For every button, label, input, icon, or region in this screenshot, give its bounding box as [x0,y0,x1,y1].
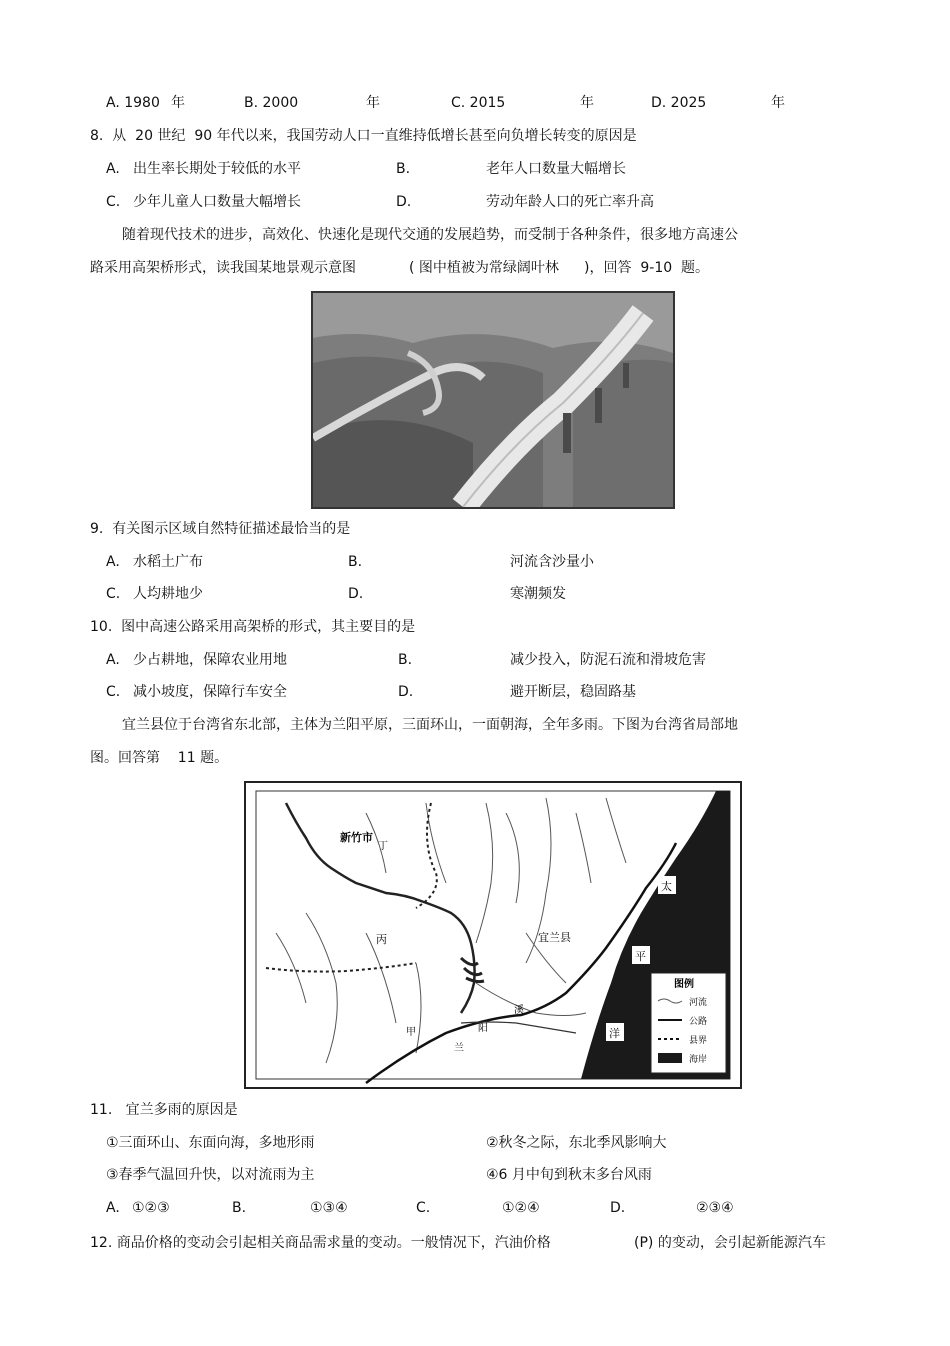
q9-b-label: B. [348,554,363,570]
q11-a-label: A. [106,1200,120,1216]
label-bing: 丙 [376,933,387,946]
label-xi: 溪 [514,1005,524,1016]
q11-option-3: ③春季气温回升快，以对流雨为主 [106,1167,315,1183]
legend-title: 图例 [674,979,694,990]
q12-stem-b: (P) 的变动，会引起新能源汽车 [634,1235,826,1251]
q9-a-label: A. [106,554,120,570]
intro-9-10-line2c: )，回答 9-10 题。 [584,260,710,276]
yilan-map [244,781,742,1089]
q7-option-c-unit: 年 [580,95,594,111]
q9-stem: 9. 有关图示区域自然特征描述最恰当的是 [90,521,351,537]
label-lan: 兰 [454,1043,464,1054]
q8-d: 劳动年龄人口的死亡率升高 [486,194,654,210]
legend-coast: 海岸 [689,1055,708,1065]
legend-river: 河流 [689,998,708,1008]
q8-d-label: D. [396,194,412,210]
q7-option-d-unit: 年 [771,95,785,111]
q8-c-label: C. [106,194,121,210]
q9-a: 水稻土广布 [133,554,203,570]
q11-option-1: ①三面环山、东面向海，多地形雨 [106,1135,315,1151]
q9-b: 河流含沙量小 [510,554,594,570]
q11-b-label: B. [232,1200,247,1216]
sea-label-3: 洋 [609,1027,620,1040]
legend-road: 公路 [689,1017,708,1027]
intro-9-10-line2b: ( 图中植被为常绿阔叶林 [409,260,559,276]
q8-a-label: A. [106,161,120,177]
q8-b: 老年人口数量大幅增长 [486,161,626,177]
q11-c-label: C. [416,1200,431,1216]
q10-b-label: B. [398,652,413,668]
q7-option-d: D. 2025 [651,95,707,111]
q7-option-a: A. 1980 [106,95,160,111]
label-yilan: 宜兰县 [538,931,571,944]
label-yang: 阳 [478,1023,488,1034]
q7-option-a-unit: 年 [171,95,185,111]
q10-c-label: C. [106,684,121,700]
q12-stem-a: 12. 商品价格的变动会引起相关商品需求量的变动。一般情况下，汽油价格 [90,1235,551,1251]
q8-b-label: B. [396,161,411,177]
intro-9-10-line1: 随着现代技术的进步，高效化、快速化是现代交通的发展趋势，而受制于各种条件，很多地方高速公 [122,227,738,243]
q7-option-b: B. 2000 [244,95,299,111]
q10-d: 避开断层，稳固路基 [510,684,636,700]
legend-border: 县界 [689,1036,708,1046]
q10-a: 少占耕地，保障农业用地 [133,652,287,668]
q11-option-2: ②秋冬之际，东北季风影响大 [486,1135,667,1151]
q7-option-b-unit: 年 [366,95,380,111]
sea-label-2: 平 [635,950,646,963]
q11-stem: 11. 宜兰多雨的原因是 [90,1102,238,1118]
q7-option-c: C. 2015 [451,95,506,111]
q11-option-4: ④6 月中旬到秋末多台风雨 [486,1167,652,1183]
intro-11-line2: 图。回答第 11 题。 [90,750,229,766]
q10-a-label: A. [106,652,120,668]
q9-c: 人均耕地少 [133,586,203,602]
q10-c: 减小坡度，保障行车安全 [133,684,287,700]
q11-d: ②③④ [696,1200,734,1216]
label-ding: 丁 [378,841,388,852]
q8-stem: 8. 从 20 世纪 90 年代以来，我国劳动人口一直维持低增长甚至向负增长转变的原因是 [90,128,637,144]
label-jia: 甲 [406,1027,416,1038]
intro-9-10-line2a: 路采用高架桥形式，读我国某地景观示意图 [90,260,356,276]
q9-d: 寒潮频发 [510,586,566,602]
label-xinzhu: 新竹市 [340,831,373,844]
q8-c: 少年儿童人口数量大幅增长 [133,194,301,210]
highway-viaduct-photo [311,291,675,509]
q9-c-label: C. [106,586,121,602]
q11-c: ①②④ [502,1200,540,1216]
q10-d-label: D. [398,684,414,700]
q10-b: 减少投入，防泥石流和滑坡危害 [510,652,706,668]
q10-stem: 10. 图中高速公路采用高架桥的形式，其主要目的是 [90,619,416,635]
map-legend [651,973,726,1073]
q11-a: ①②③ [132,1200,170,1216]
q8-a: 出生率长期处于较低的水平 [133,161,301,177]
q9-d-label: D. [348,586,364,602]
intro-11-line1: 宜兰县位于台湾省东北部，主体为兰阳平原，三面环山，一面朝海，全年多雨。下图为台湾省局部地 [122,717,738,733]
q11-b: ①③④ [310,1200,348,1216]
q11-d-label: D. [610,1200,626,1216]
sea-label-1: 太 [661,880,672,893]
